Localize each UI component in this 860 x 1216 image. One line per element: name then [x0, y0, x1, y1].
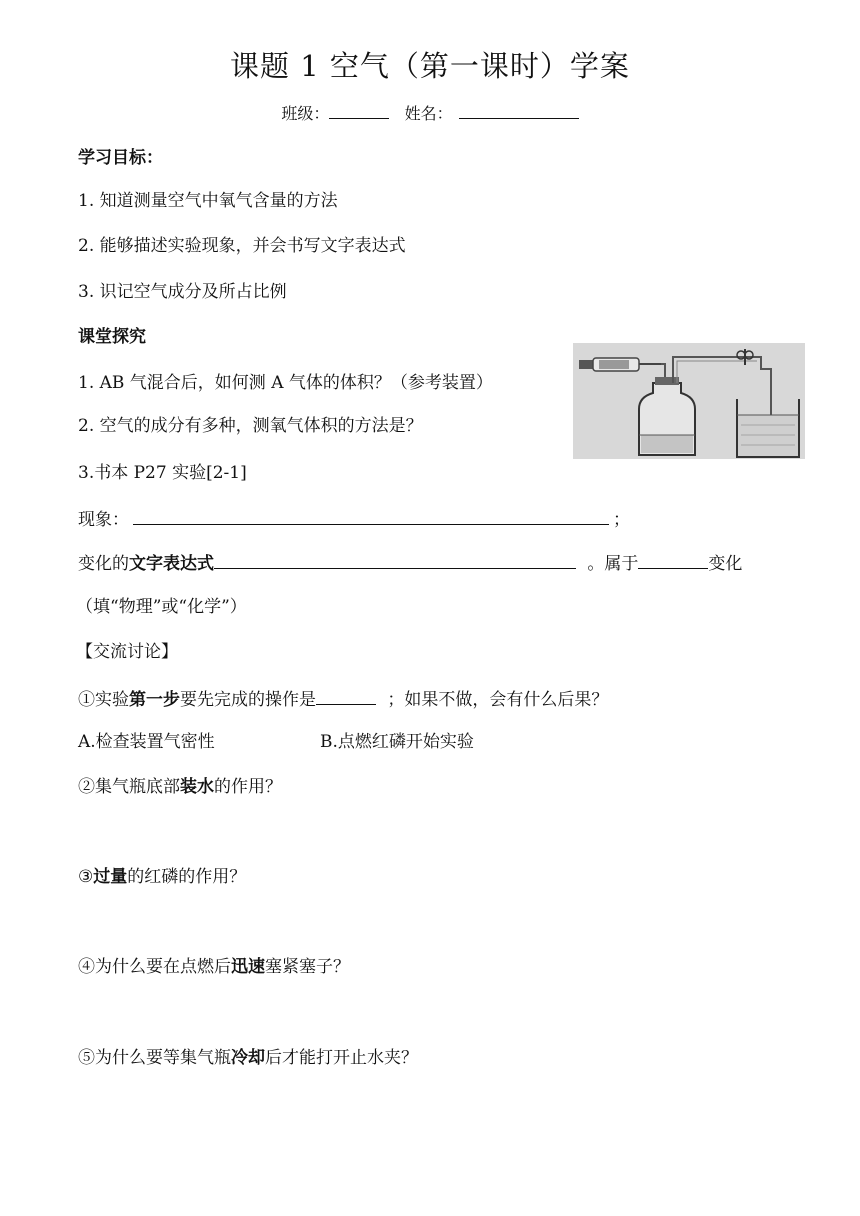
- expression-blank[interactable]: [214, 550, 576, 569]
- q2-text-a: ②集气瓶底部: [78, 777, 180, 797]
- discussion-heading: 【交流讨论】: [76, 642, 178, 662]
- q3-text-a: ③: [78, 867, 94, 887]
- class-name-row: [0, 100, 860, 126]
- expression-bold: 文字表达式: [129, 554, 214, 574]
- phenomenon-label: 现象：: [78, 510, 129, 530]
- discussion-question-5: [78, 1046, 418, 1070]
- explore-heading: 课堂探究: [78, 327, 146, 347]
- discussion-question-4: [78, 955, 350, 979]
- q1-text-a: ①实验: [78, 690, 129, 710]
- objective-item: 2. 能够描述实验现象，并会书写文字表达式: [78, 236, 406, 256]
- phenomenon-end: ；: [613, 510, 630, 530]
- q1-text-b: 要先完成的操作是: [180, 690, 316, 710]
- change-type-blank[interactable]: [638, 550, 708, 569]
- q4-text-a: ④为什么要在点燃后: [78, 957, 231, 977]
- expression-suffix: 变化: [708, 554, 743, 574]
- expression-row: [78, 550, 742, 576]
- objectives-heading: 学习目标：: [78, 148, 163, 168]
- expression-mid: 。属于: [587, 554, 639, 574]
- explore-question-3: 3.书本 P27 实验[2-1]: [78, 463, 247, 483]
- objective-item: 3. 识记空气成分及所占比例: [78, 282, 287, 302]
- q5-bold: 冷却: [231, 1048, 265, 1068]
- q1-bold: 第一步: [129, 690, 180, 710]
- q2-text-b: 的作用？: [214, 777, 282, 797]
- apparatus-drawing: [573, 343, 805, 459]
- phenomenon-row: [78, 506, 630, 532]
- name-label: 姓名：: [404, 104, 453, 123]
- phenomenon-blank[interactable]: [133, 506, 609, 525]
- q5-text-a: ⑤为什么要等集气瓶: [78, 1048, 231, 1068]
- page-title: 课题 1 空气（第一课时）学案: [230, 49, 630, 83]
- q1-text-c: ；如果不做，会有什么后果？: [387, 690, 609, 710]
- explore-question-2: 2. 空气的成分有多种，测氧气体积的方法是？: [78, 416, 423, 436]
- discussion-question-2: [78, 775, 282, 799]
- discussion-question-3: [78, 865, 246, 889]
- q4-text-b: 塞紧塞子？: [265, 957, 350, 977]
- q5-text-b: 后才能打开止水夹？: [265, 1048, 418, 1068]
- class-blank[interactable]: [329, 100, 389, 119]
- q4-bold: 迅速: [231, 957, 265, 977]
- objective-item: 1. 知道测量空气中氧气含量的方法: [78, 191, 338, 211]
- explore-question-1: 1. AB 气混合后，如何测 A 气体的体积？（参考装置）: [78, 373, 493, 393]
- fill-hint: （填“物理”或“化学”）: [76, 597, 247, 617]
- q3-text-b: 的红磷的作用？: [127, 867, 247, 887]
- option-a: A.检查装置气密性: [78, 732, 215, 752]
- q1-blank[interactable]: [316, 686, 376, 705]
- discussion-question-1: [78, 686, 608, 712]
- option-b: B.点燃红磷开始实验: [320, 732, 474, 752]
- q2-bold: 装水: [180, 777, 214, 797]
- q3-bold: 过量: [93, 867, 128, 887]
- apparatus-photo: [573, 343, 805, 459]
- expression-prefix: 变化的: [78, 554, 129, 574]
- class-label: 班级：: [281, 104, 330, 123]
- name-blank[interactable]: [459, 100, 579, 119]
